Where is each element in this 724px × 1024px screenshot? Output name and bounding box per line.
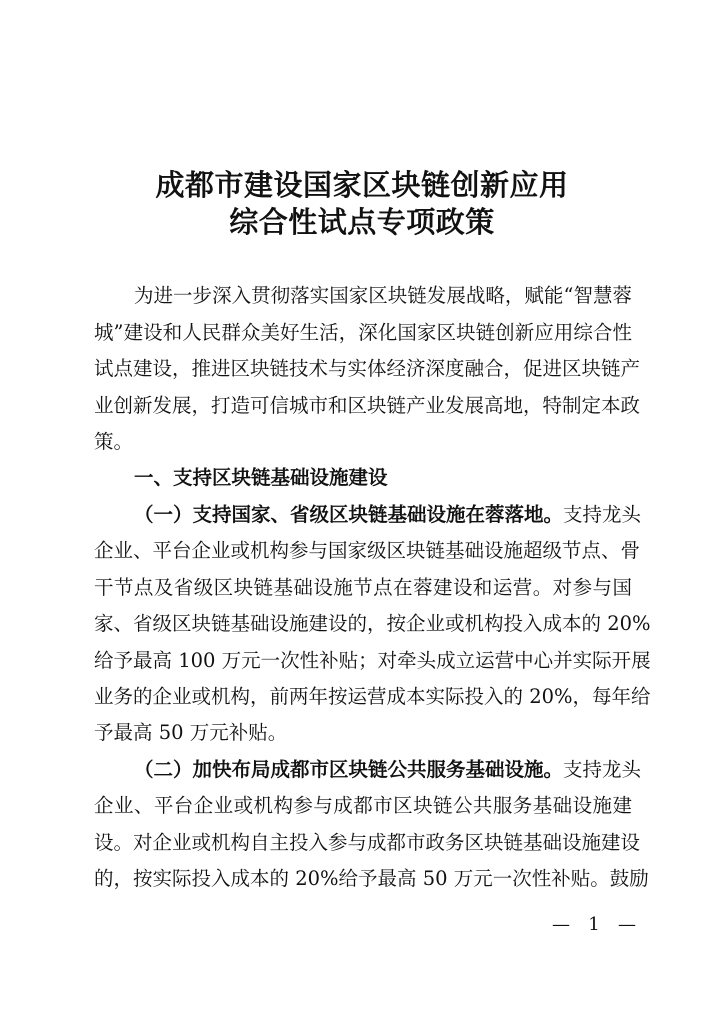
page-number: 1 xyxy=(588,914,600,935)
page-dash-right: — xyxy=(617,914,636,935)
clause1-first-line xyxy=(134,503,642,527)
section-heading: 一、支持区块链基础设施建设 xyxy=(134,466,388,489)
clause1-line: 给予最高 100 万元一次性补贴；对牵头成立运营中心并实际开展 xyxy=(94,649,651,672)
intro-line: 为进一步深入贯彻落实国家区块链发展战略，赋能“智慧蓉 xyxy=(134,284,632,307)
clause2-line: 企业、平台企业或机构参与成都市区块链公共服务基础设施建 xyxy=(94,794,632,817)
clause2-first-line xyxy=(134,758,642,782)
clause1-first-rest: 支持龙头 xyxy=(563,503,642,526)
clause1-line: 业务的企业或机构，前两年按运营成本实际投入的 20%，每年给 xyxy=(94,685,651,708)
intro-line: 策。 xyxy=(94,430,134,453)
page-number-footer xyxy=(552,914,636,935)
clause1-line: 企业、平台企业或机构参与国家级区块链基础设施超级节点、骨 xyxy=(94,539,641,562)
intro-line: 试点建设，推进区块链技术与实体经济深度融合，促进区块链产 xyxy=(94,357,641,380)
clause2-first-rest: 支持龙头 xyxy=(563,758,642,781)
clause1-line: 家、省级区块链基础设施建设的，按企业或机构投入成本的 20% xyxy=(94,612,651,635)
clause1-line: 予最高 50 万元补贴。 xyxy=(94,721,288,744)
document-title-line2: 综合性试点专项政策 xyxy=(229,205,495,239)
intro-line: 业创新发展，打造可信城市和区块链产业发展高地，特制定本政 xyxy=(94,394,641,417)
clause1-title: （一）支持国家、省级区块链基础设施在蓉落地。 xyxy=(134,503,564,526)
clause2-line: 设。对企业或机构自主投入参与成都市政务区块链基础设施建设 xyxy=(94,831,641,854)
clause2-title: （二）加快布局成都市区块链公共服务基础设施。 xyxy=(134,758,564,781)
document-title-line1: 成都市建设国家区块链创新应用 xyxy=(155,168,569,202)
page-dash-left: — xyxy=(552,914,570,935)
intro-line: 城”建设和人民群众美好生活，深化国家区块链创新应用综合性 xyxy=(94,321,632,344)
clause2-line: 的，按实际投入成本的 20%给予最高 50 万元一次性补贴。鼓励 xyxy=(94,867,649,890)
clause1-line: 干节点及省级区块链基础设施节点在蓉建设和运营。对参与国 xyxy=(94,576,632,599)
